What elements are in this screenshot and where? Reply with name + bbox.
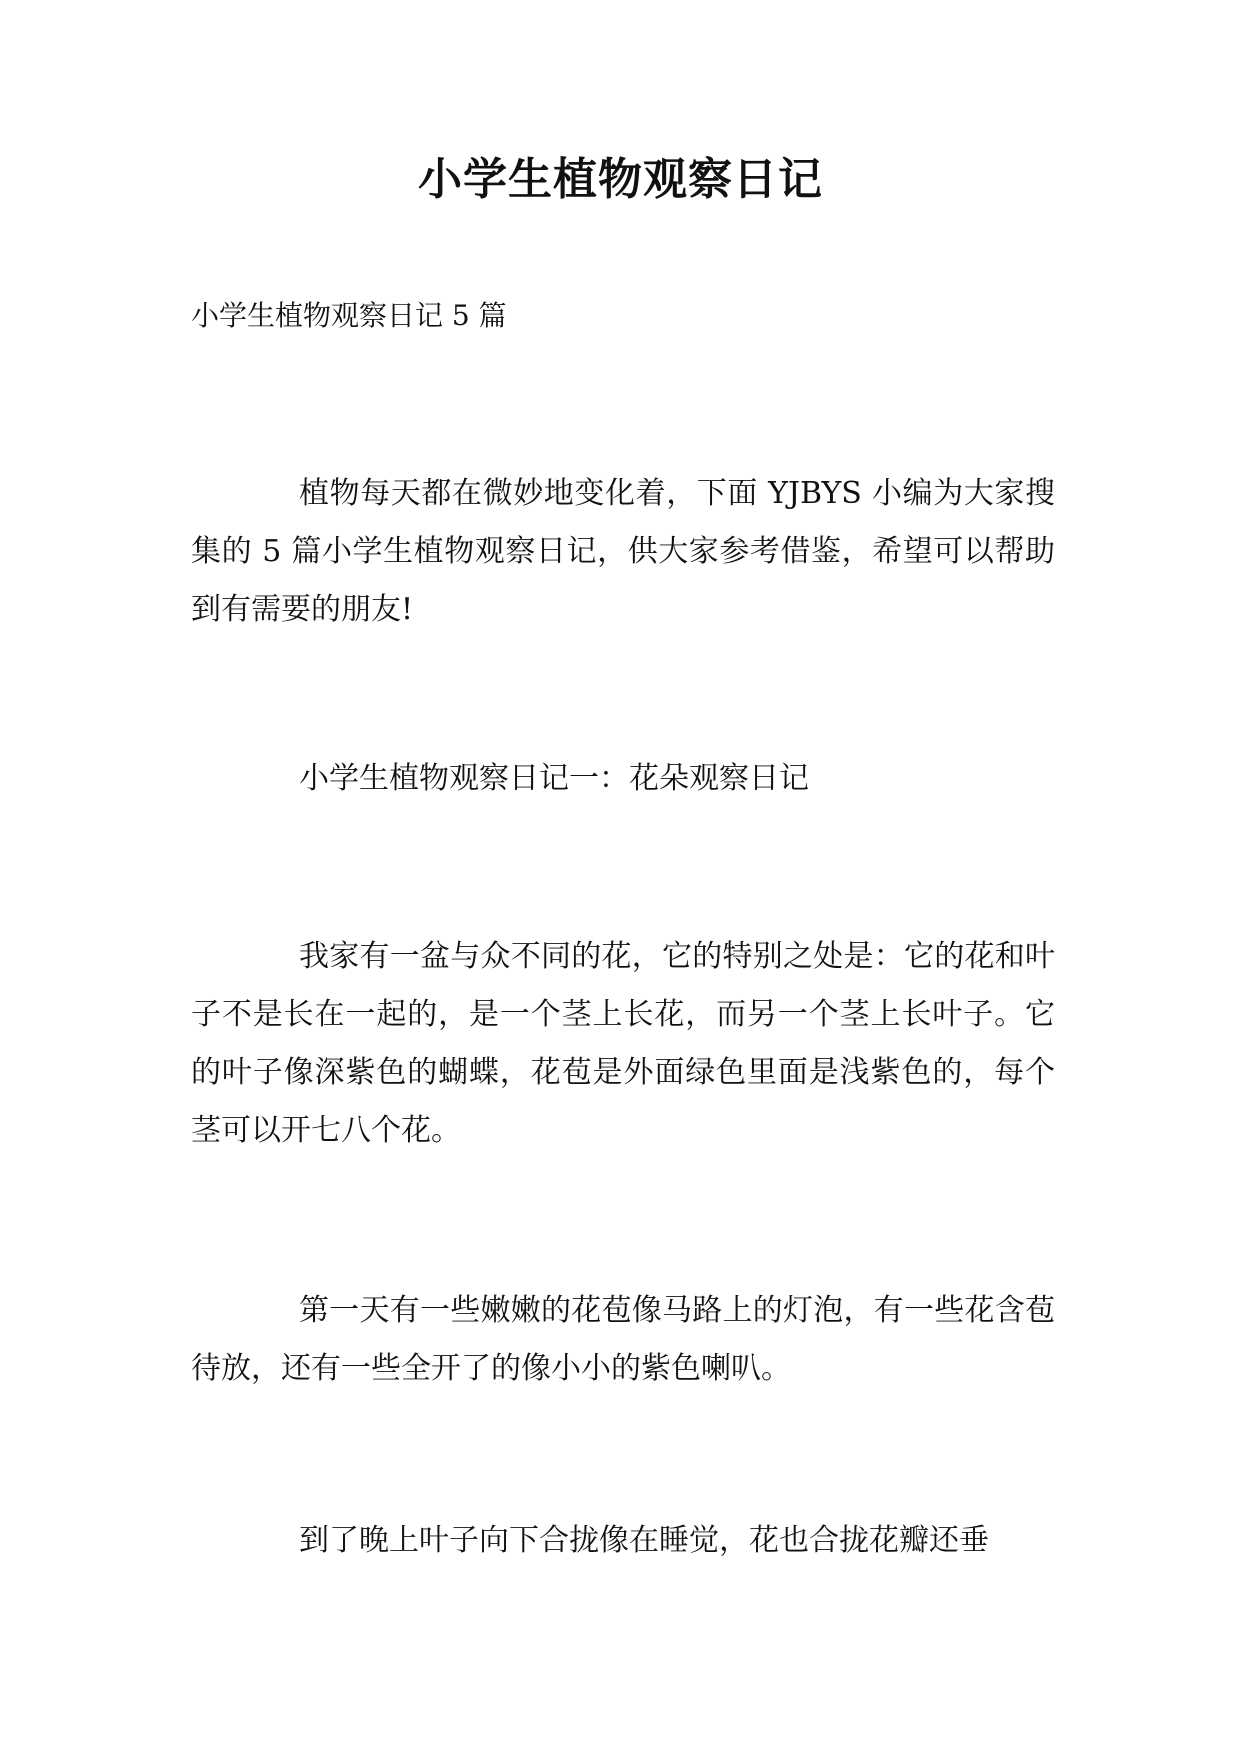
page-title: 小学生植物观察日记 [418,154,823,205]
body-paragraph: 第一天有一些嫩嫩的花苞像马路上的灯泡，有一些花含苞待放，还有一些全开了的像小小的紫色喇叭。 [191,1293,1055,1386]
document-subtitle: 小学生植物观察日记 5 篇 [191,299,507,332]
body-paragraph: 到了晚上叶子向下合拢像在睡觉，花也合拢花瓣还垂 [299,1523,989,1558]
section-heading: 小学生植物观察日记一：花朵观察日记 [299,761,809,796]
body-paragraph: 我家有一盆与众不同的花，它的特别之处是：它的花和叶子不是长在一起的，是一个茎上长花，而另一个茎上长叶子。它的叶子像深紫色的蝴蝶，花苞是外面绿色里面是浅紫色的，每个茎可以开七八个花。 [191,939,1055,1148]
intro-paragraph: 植物每天都在微妙地变化着，下面 YJBYS 小编为大家搜集的 5 篇小学生植物观察日记，供大家参考借鉴，希望可以帮助到有需要的朋友! [191,476,1055,627]
